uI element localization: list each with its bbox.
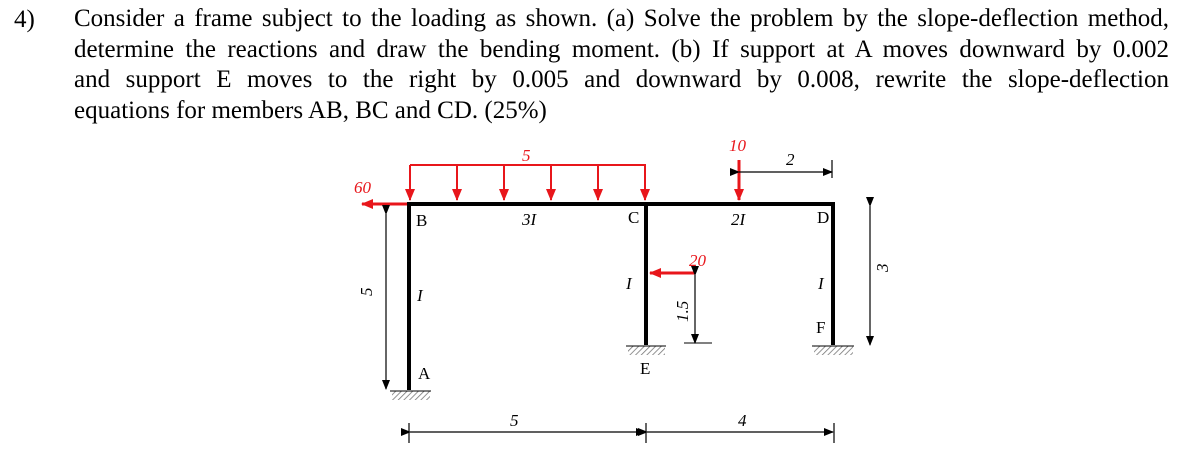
node-label-C: C [628,208,640,227]
frame-members [407,204,835,390]
stiffness-CD: 2I [731,210,746,229]
dimension-height-DF: 3 [873,263,892,272]
stiffness-AB: I [417,286,423,305]
question-number: 4) [14,6,35,33]
stiffness-BC: 3I [522,210,537,229]
horizontal-load-value-B: 60 [354,178,371,197]
dimension-height-AB: 5 [357,287,376,296]
node-label-A: A [418,364,431,383]
node-label-E: E [640,359,651,378]
distributed-load [410,165,646,200]
dimension-span-BC: 5 [510,411,519,430]
horizontal-load-value-CE: 20 [689,251,706,270]
support-F [814,346,853,355]
stiffness-CE: I [626,274,632,293]
question-line-2: determine the reactions and draw the bending moment. (b) If support at A moves downward by 0.002 [74,35,1169,63]
question-line-4: equations for members AB, BC and CD. (25%) [74,96,547,124]
support-A [392,391,430,400]
node-label-B: B [416,211,428,230]
span-dimensions [409,423,834,443]
dimension-span-CD: 4 [738,411,747,430]
point-load-value: 10 [729,136,746,155]
question-line-3: and support E moves to the right by 0.005 and downward by 0.008, rewrite the slope-deflection [74,66,1169,93]
fixed-supports [390,346,854,400]
node-label-D: D [817,208,830,227]
question-line-1: Consider a frame subject to the loading as shown. (a) Solve the problem by the slope-deflection method, [74,5,1169,32]
support-E [628,346,665,355]
distributed-load-value: 5 [522,146,531,165]
node-label-F: F [816,318,826,337]
stiffness-DF: I [818,274,824,293]
dimension-load-height-E: 1.5 [673,300,692,322]
point-load-offset: 2 [786,150,795,169]
